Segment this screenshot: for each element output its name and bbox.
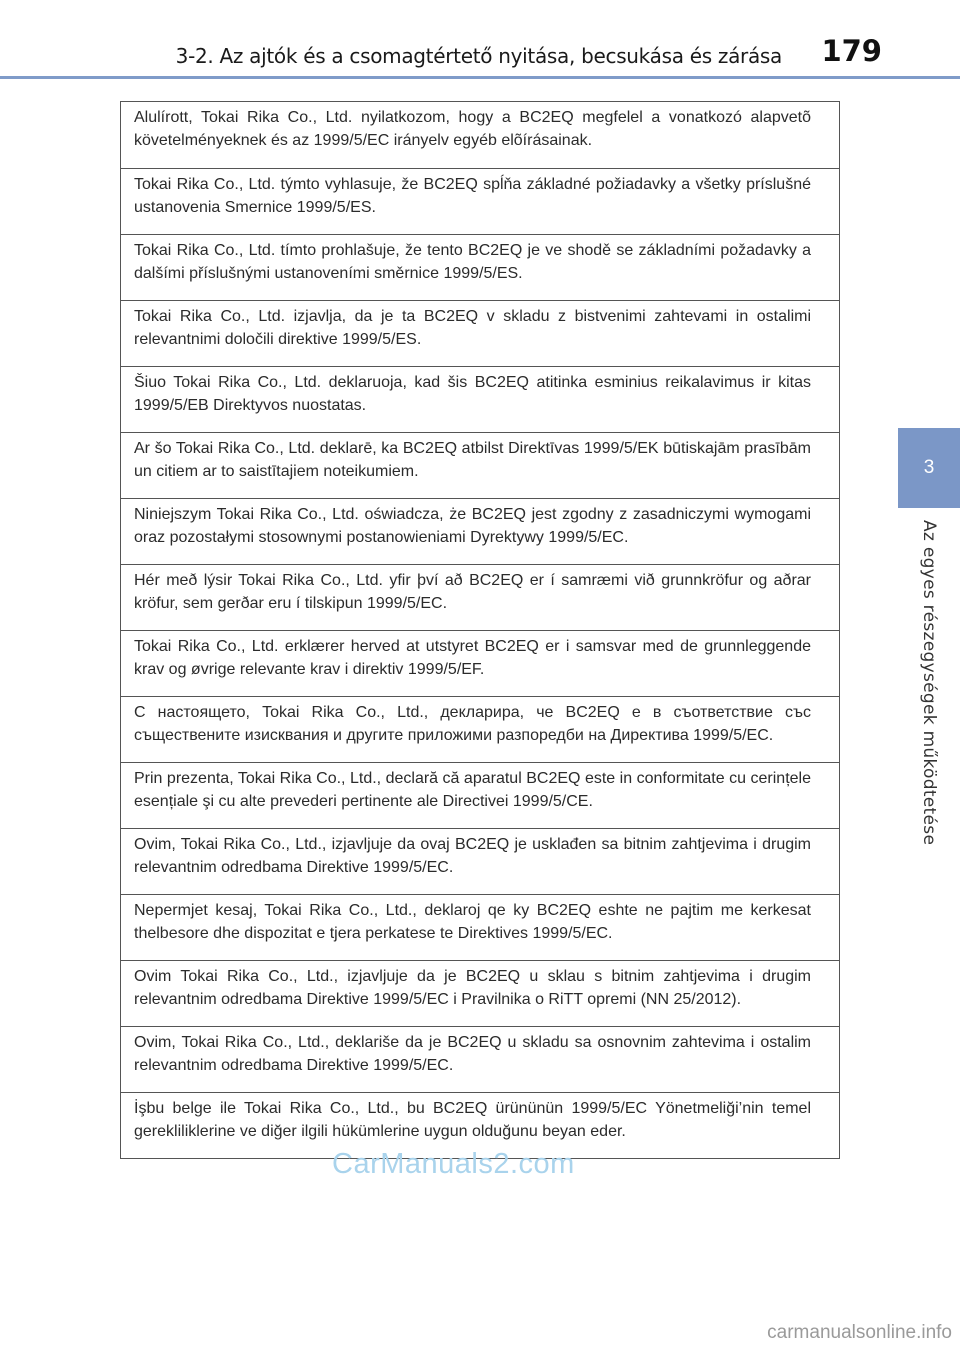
declaration-row: Hér með lýsir Tokai Rika Co., Ltd. yfir því að BC2EQ er í samræmi við grunnkröfur og aðrar kröfur, sem gerðar eru í tilskipun 1999/5/EC. [121, 564, 839, 630]
declaration-row: С настоящето, Tokai Rika Co., Ltd., декларира, че BC2EQ е в съответствие със съществените изисквания и другите приложими разпоредби на Директива 1999/5/EC. [121, 696, 839, 762]
declaration-row: Niniejszym Tokai Rika Co., Ltd. oświadcza, że BC2EQ jest zgodny z zasadniczymi wymogami oraz pozostałymi stosownymi postanowieniami Dyrektywy 1999/5/EC. [121, 498, 839, 564]
declaration-row: Nepermjet kesaj, Tokai Rika Co., Ltd., deklaroj qe ky BC2EQ eshte ne pajtim me kerkesat thelbesore dhe dispozitat e tjera perkatese te Direktives 1999/5/EC. [121, 894, 839, 960]
chapter-number: 3 [923, 457, 935, 478]
chapter-label: Az egyes részegységek működtetése [919, 520, 939, 846]
declaration-row: Alulírott, Tokai Rika Co., Ltd. nyilatkozom, hogy a BC2EQ megfelel a vonatkozó alapvetõ követelményeknek és az 1999/5/EC irányelv egyéb elõírásainak. [134, 109, 811, 149]
section-title: 3-2. Az ajtók és a csomagtértető nyitása, becsukása és zárása [175, 44, 782, 68]
declaration-row: Ovim Tokai Rika Co., Ltd., izjavljuje da je BC2EQ u sklau s bitnim zahtjevima i drugim relevantnim odredbama Direktive 1999/5/EC i Pravilnika o RiTT opremi (NN 25/2012). [121, 960, 839, 1026]
declaration-row: Tokai Rika Co., Ltd. tímto prohlašuje, že tento BC2EQ je ve shodě se základními požadavky a dalšími příslušnými ustanoveními směrnice 1999/5/ES. [121, 234, 839, 300]
declaration-row: Tokai Rika Co., Ltd. izjavlja, da je ta BC2EQ v skladu z bistvenimi zahtevami in ostalimi relevantnimi določili direktive 1999/5/ES. [121, 300, 839, 366]
watermark-carmanuals2: CarManuals2.com [332, 1148, 575, 1180]
declaration-table [120, 101, 840, 1159]
watermark-carmanualsonline: carmanualsonline.info [767, 1322, 952, 1343]
declaration-row: Tokai Rika Co., Ltd. týmto vyhlasuje, že BC2EQ spĺňa základné požiadavky a všetky príslušné ustanovenia Smernice 1999/5/ES. [121, 168, 839, 234]
declaration-row: Tokai Rika Co., Ltd. erklærer herved at utstyret BC2EQ er i samsvar med de grunnleggende krav og øvrige relevante krav i direktiv 1999/5/EF. [121, 630, 839, 696]
declaration-row: Ovim, Tokai Rika Co., Ltd., izjavljuje da ovaj BC2EQ je usklađen sa bitnim zahtjevima i drugim relevantnim odredbama Direktive 1999/5/EC. [121, 828, 839, 894]
declaration-row: İşbu belge ile Tokai Rika Co., Ltd., bu BC2EQ ürününün 1999/5/EC Yönetmeliği’nin temel gerekliliklerine ve diğer ilgili hükümlerine uygun olduğunu beyan eder. [121, 1092, 839, 1158]
chapter-tab [898, 428, 960, 508]
declaration-row: Šiuo Tokai Rika Co., Ltd. deklaruoja, kad šis BC2EQ atitinka esminius reikalavimus ir kitas 1999/5/EB Direktyvos nuostatas. [121, 366, 839, 432]
declaration-row: Prin prezenta, Tokai Rika Co., Ltd., declară că aparatul BC2EQ este in conformitate cu cerințele esențiale şi cu alte prevederi pertinente ale Directivei 1999/5/CE. [121, 762, 839, 828]
declaration-row: Ar šo Tokai Rika Co., Ltd. deklarē, ka BC2EQ atbilst Direktīvas 1999/5/EK būtiskajām prasībām un citiem ar to saistītajiem noteikumiem. [121, 432, 839, 498]
header-divider [0, 76, 960, 79]
page-number: 179 [821, 34, 882, 68]
declaration-row: Ovim, Tokai Rika Co., Ltd., deklariše da je BC2EQ u skladu sa osnovnim zahtevima i ostalim relevantnim odredbama Direktive 1999/5/EC. [121, 1026, 839, 1092]
